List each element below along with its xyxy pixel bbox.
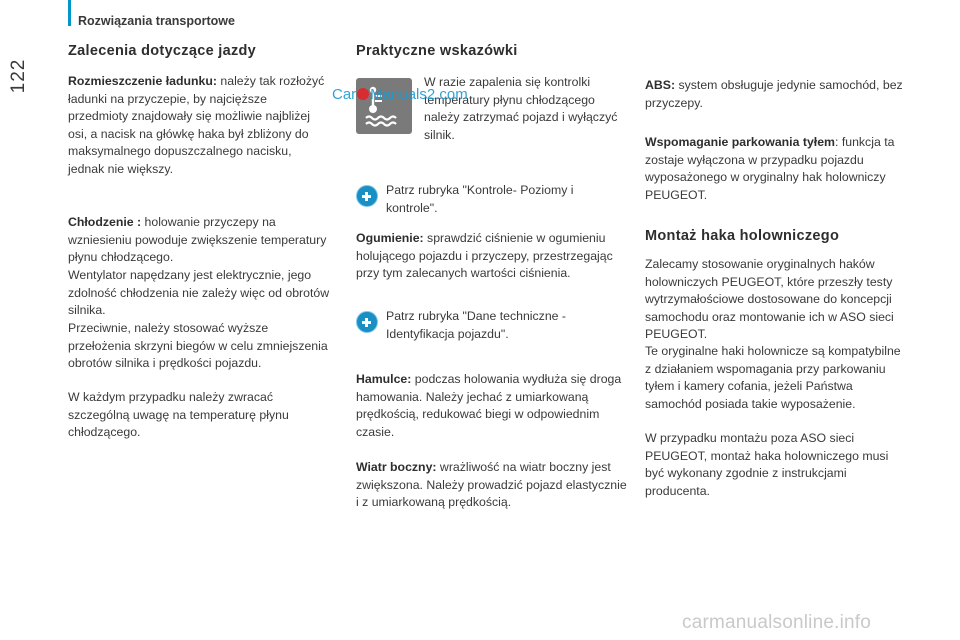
towbar-outside-dealer-paragraph: W przypadku montażu poza ASO sieci PEUGEOT, montaż haka holowniczego musi być wykonany zgodnie z instrukcjami producenta. xyxy=(645,431,889,498)
fan-paragraph: Wentylator napędzany jest elektrycznie, jego zdolność chłodzenia nie zależy więc od obrotów silnika. xyxy=(68,268,330,317)
warning-light-paragraph: W razie zapalenia się kontrolki temperatury płynu chłodzącego należy zatrzymać pojazd i wyłączyć silnik. xyxy=(424,75,618,142)
brakes-paragraph: Hamulce: podczas holowania wydłuża się droga hamowania. Należy jechać z umiarkowaną prędkością, redukować biegi w odpowiednim czasie. xyxy=(356,372,622,439)
carmanuals2-watermark: Car Manuals2.com xyxy=(332,86,468,103)
reference-checks-levels: Patrz rubryka "Kontrole- Poziomy i kontrole". xyxy=(386,183,574,215)
section-title-driving-advice: Zalecenia dotyczące jazdy xyxy=(68,43,257,59)
tyres-paragraph: Ogumienie: sprawdzić ciśnienie w ogumieniu holującego pojazdu i przyczepy, przestrzegając przy tym zalecanych wartości ciśnienia. xyxy=(356,231,613,280)
cooling-paragraph: Chłodzenie : holowanie przyczepy na wzniesieniu powoduje zwiększenie temperatury płynu chłodzącego. xyxy=(68,215,327,264)
site-watermark: carmanualsonline.info xyxy=(682,612,872,633)
chapter-title: Rozwiązania transportowe xyxy=(78,14,235,28)
chapter-accent-bar xyxy=(68,0,71,26)
towbar-recommendation-paragraph: Zalecamy stosowanie oryginalnych haków holowniczych PEUGEOT, które przeszły testy wytrzymałościowe dostosowane do koncepcji samochodu oraz montowanie ich w ASO sieci PEUGEOT. xyxy=(645,257,894,341)
parking-assist-paragraph: Wspomaganie parkowania tyłem: funkcja ta zostaje wyłączona w przypadku pojazdu wyposażonego w oryginalny hak holowniczy PEUGEOT. xyxy=(645,135,895,202)
section-title-practical-tips: Praktyczne wskazówki xyxy=(356,43,518,59)
gear-paragraph: Przeciwnie, należy stosować wyższe przełożenia skrzyni biegów w celu zmniejszenia obrotów silnika i prędkości pojazdu. xyxy=(68,321,328,370)
crosswind-paragraph: Wiatr boczny: wrażliwość na wiatr boczny jest zwiększona. Należy prowadzić pojazd elastycznie i z umiarkowaną prędkością. xyxy=(356,460,627,509)
load-distribution-paragraph: Rozmieszczenie ładunku: należy tak rozłożyć ładunki na przyczepie, by najcięższe przedmioty znajdowały się możliwie najbliżej osi, a nacisk na główkę haka był zbliżony do maksymalnego dopuszczalnego nacisku, jednak nie większy. xyxy=(68,74,325,176)
section-title-towbar-fitting: Montaż haka holowniczego xyxy=(645,228,840,244)
page-number: 122 xyxy=(8,58,29,94)
towbar-compatibility-paragraph: Te oryginalne haki holownicze są kompatybilne z działaniem wspomagania przy parkowaniu tyłem i kamery cofania, jeżeli Państwa samochód posiada takie wyposażenie. xyxy=(645,344,901,411)
coolant-temperature-paragraph: W każdym przypadku należy zwracać szczególną uwagę na temperaturę płynu chłodzącego. xyxy=(68,390,289,439)
abs-paragraph: ABS: system obsługuje jedynie samochód, bez przyczepy. xyxy=(645,78,903,110)
reference-plus-icon xyxy=(356,311,378,333)
reference-technical-data: Patrz rubryka "Dane techniczne - Identyfikacja pojazdu". xyxy=(386,309,567,341)
reference-plus-icon xyxy=(356,185,378,207)
